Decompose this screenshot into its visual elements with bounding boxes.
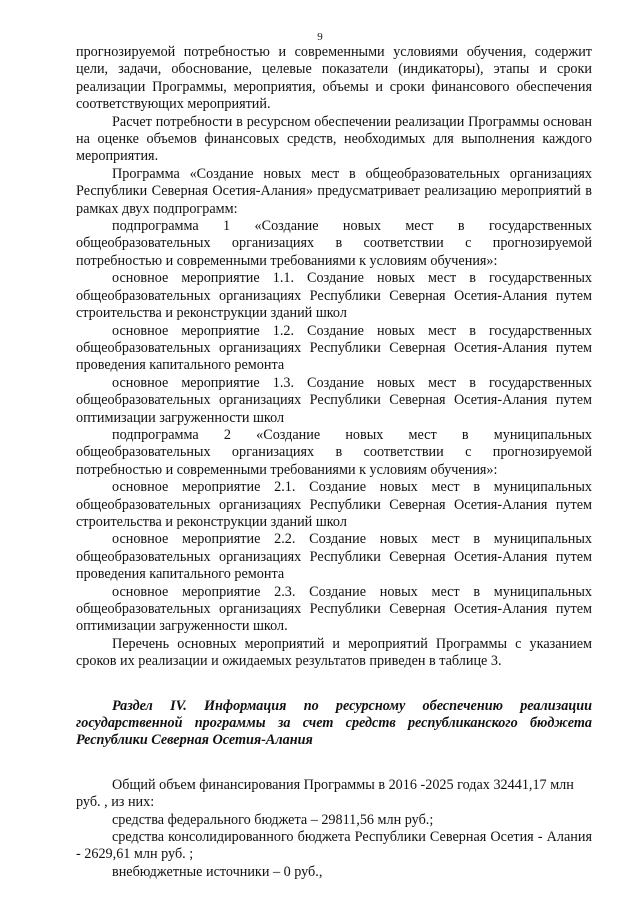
- financing-federal: средства федерального бюджета – 29811,56 млн руб.;: [112, 811, 434, 828]
- document-body: [76, 44, 592, 881]
- subprogram-2: подпрограмма 2 «Создание новых мест в муниципальных общеобразовательных организациях в соответствии с прогнозируемой потребностью и современными требованиями к условиям обучения»:: [76, 426, 592, 478]
- paragraph-resource-calculation: Расчет потребности в ресурсном обеспечении реализации Программы основан на оценке объемов финансовых средств, необходимых для выполнения каждого мероприятия.: [76, 113, 592, 165]
- page-number: 9: [317, 31, 323, 43]
- financing-consolidated: средства консолидированного бюджета Республики Северная Осетия - Алания - 2629,61 млн руб. ;: [76, 829, 592, 863]
- activity-1-2: основное мероприятие 1.2. Создание новых мест в государственных общеобразовательных организациях Республики Северная Осетия-Алания путем проведения капитального ремонта: [76, 322, 592, 374]
- subprogram-1: подпрограмма 1 «Создание новых мест в государственных общеобразовательных организациях в соответствии с прогнозируемой потребностью и современными требованиями к условиям обучения»:: [76, 218, 592, 269]
- section-heading: Раздел IV. Информация по ресурсному обеспечению реализации государственной программы за счет средств республиканского бюджета Республики Северная Осетия-Алания: [76, 697, 592, 749]
- paragraph-program-description: Программа «Создание новых мест в общеобразовательных организациях Республики Северная Осетия-Алания» предусматривает реализацию мероприятий в рамках двух подпрограмм:: [76, 165, 592, 217]
- paragraph-intro-continuation: прогнозируемой потребностью и современными условиями обучения, содержит цели, задачи, обоснование, целевые показатели (индикаторы), этапы и сроки реализации Программы, мероприятия, объемы и сроки финансового обеспечения соответствующих мероприятий.: [76, 44, 592, 113]
- paragraph-table-reference: Перечень основных мероприятий и мероприятий Программы с указанием сроков их реализации и ожидаемых результатов приведен в таблице 3.: [76, 635, 592, 670]
- activity-1-3: основное мероприятие 1.3. Создание новых мест в государственных общеобразовательных организациях Республики Северная Осетия-Алания путем оптимизации загруженности школ: [76, 374, 592, 426]
- financing-extrabudgetary: внебюджетные источники – 0 руб.,: [112, 863, 323, 880]
- activity-2-3: основное мероприятие 2.3. Создание новых мест в муниципальных общеобразовательных организациях Республики Северная Осетия-Алания путем оптимизации загруженности школ.: [76, 583, 592, 635]
- financing-total: Общий объем финансирования Программы в 2016 -2025 годах 32441,17 млн руб. , из них:: [76, 776, 574, 811]
- activity-2-1: основное мероприятие 2.1. Создание новых мест в муниципальных общеобразовательных организациях Республики Северная Осетия-Алания путем строительства и реконструкции зданий школ: [76, 479, 592, 530]
- activity-1-1: основное мероприятие 1.1. Создание новых мест в государственных общеобразовательных организациях Республики Северная Осетия-Алания путем строительства и реконструкции зданий школ: [76, 270, 592, 322]
- activity-2-2: основное мероприятие 2.2. Создание новых мест в муниципальных общеобразовательных организациях Республики Северная Осетия-Алания путем проведения капитального ремонта: [76, 531, 592, 583]
